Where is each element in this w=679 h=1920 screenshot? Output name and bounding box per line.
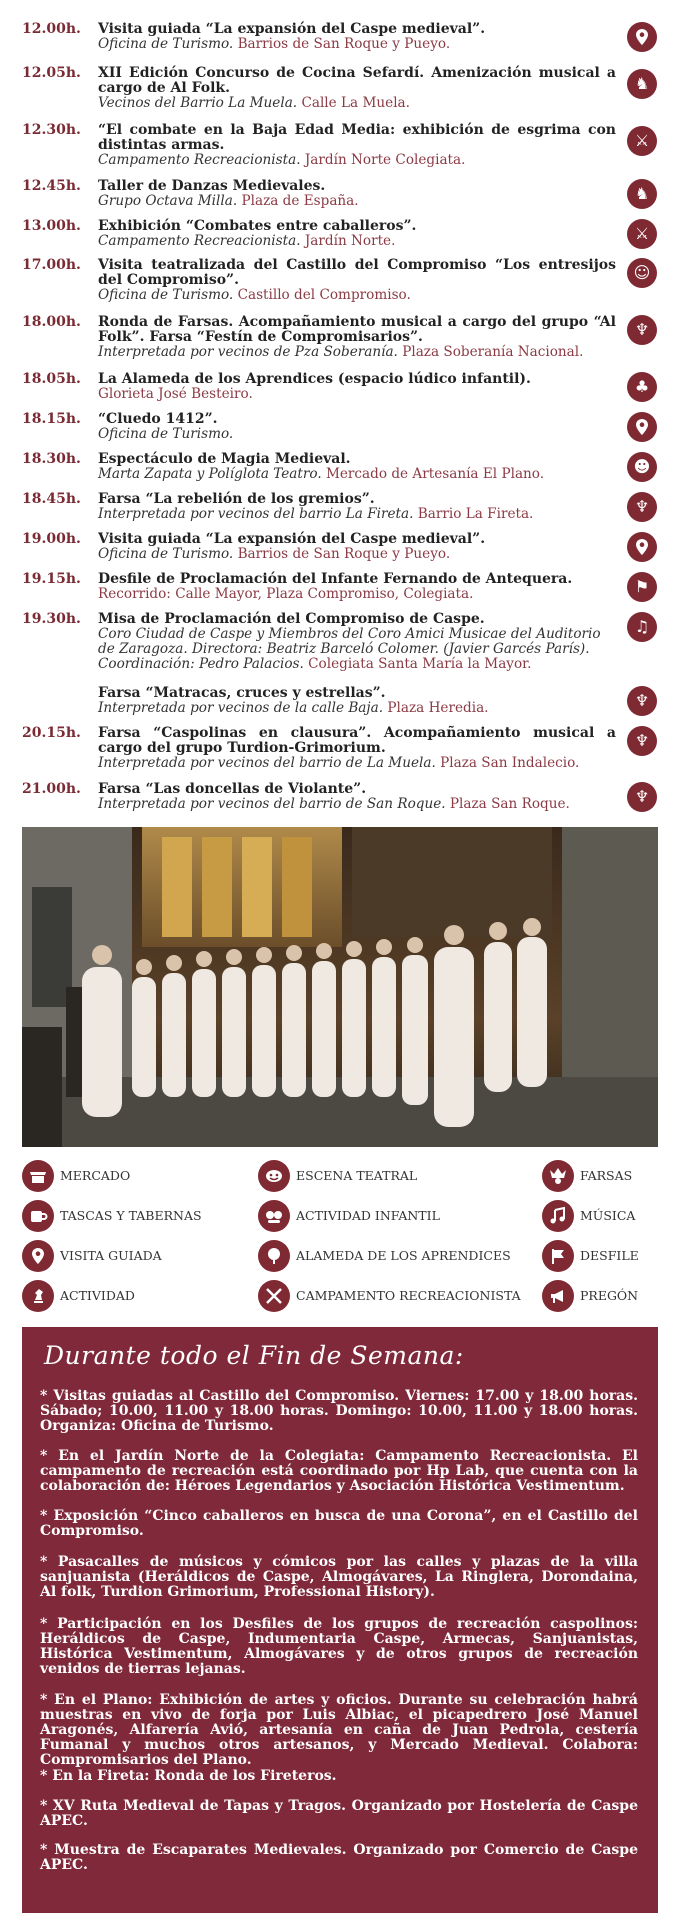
legend-label: ESCENA TEATRAL — [296, 1168, 418, 1183]
theatre-masks-icon — [258, 1160, 290, 1192]
legend-label: MERCADO — [60, 1168, 131, 1183]
crossed-swords-icon — [258, 1280, 290, 1312]
chess-icon: ♞ — [627, 179, 657, 209]
event-time: 13.00h. — [22, 218, 81, 234]
event-organizer: Vecinos del Barrio La Muela. — [98, 95, 298, 111]
event-title: Farsa “Matracas, cruces y estrellas”. — [98, 685, 386, 701]
legend-label: ACTIVIDAD INFANTIL — [296, 1208, 440, 1223]
event-organizer: Marta Zapata y Políglota Teatro. — [98, 466, 322, 482]
kids-icon — [258, 1200, 290, 1232]
event-organizer: Coro Ciudad de Caspe y Miembros del Coro Amici Musicae del Auditorio de Zaragoza. Directora: Beatriz Barceló Colomer. (Javier Garcés París). Coordinación: Pedro Palacios. — [98, 626, 601, 672]
jester-icon — [542, 1160, 574, 1192]
jester-icon: ♆ — [627, 726, 657, 756]
event-time: 19.00h. — [22, 531, 81, 547]
event-title: “El combate en la Baja Edad Media: exhibición de esgrima con distintas armas. — [98, 122, 616, 153]
event-organizer: Interpretada por vecinos de Pza Soberanía. — [98, 344, 398, 360]
kids-icon: ☻ — [627, 452, 657, 482]
weekend-item: * En el Jardín Norte de la Colegiata: Campamento Recreacionista. El campamento de recreación está coordinado por Hp Lab, que cuenta con la colaboración de: Héroes Legendarios y Asociación Histórica Vestimentum. — [40, 1448, 638, 1494]
legend-label: PREGÓN — [580, 1288, 639, 1303]
legend-label: FARSAS — [580, 1168, 633, 1183]
event-time: 12.00h. — [22, 21, 81, 37]
event-title: Misa de Proclamación del Compromiso de Caspe. — [98, 611, 485, 627]
event-organizer: Interpretada por vecinos del barrio de La Muela. — [98, 755, 436, 771]
weekend-item: * XV Ruta Medieval de Tapas y Tragos. Organizado por Hostelería de Caspe APEC. — [40, 1798, 638, 1829]
icon-legend — [0, 1160, 679, 1320]
event-organizer: Interpretada por vecinos del barrio de San Roque. — [98, 796, 446, 812]
event-location: Calle La Muela. — [301, 95, 410, 111]
weekend-item: * Pasacalles de músicos y cómicos por las calles y plazas de la villa sanjuanista (Heráldicos de Caspe, Almogávares, La Ringlera, Dorondaina, Al folk, Turdion Grimorium, Professional History). — [40, 1554, 638, 1600]
event-title: Visita teatralizada del Castillo del Compromiso “Los entresijos del Compromiso”. — [98, 257, 616, 288]
event-organizer: Campamento Recreacionista. — [98, 152, 301, 168]
event-location: Mercado de Artesanía El Plano. — [325, 466, 545, 482]
megaphone-icon — [542, 1280, 574, 1312]
crossed-swords-icon: ⚔ — [627, 126, 657, 156]
event-title: Visita guiada “La expansión del Caspe medieval”. — [98, 531, 486, 547]
weekend-item: * Muestra de Escaparates Medievales. Organizado por Comercio de Caspe APEC. — [40, 1842, 638, 1873]
event-location: Plaza San Indalecio. — [440, 755, 580, 771]
event-location: Jardín Norte. — [304, 233, 396, 249]
jester-icon: ♆ — [627, 782, 657, 812]
weekend-item: * Visitas guiadas al Castillo del Compromiso. Viernes: 17.00 y 18.00 horas. Sábado; 10.00, 11.00 y 18.00 horas. Domingo: 10.00, 11.00 y 18.00 horas. Organiza: Oficina de Turismo. — [40, 1388, 638, 1434]
event-time: 19.30h. — [22, 611, 81, 627]
schedule-list — [0, 0, 679, 820]
tavern-icon — [22, 1200, 54, 1232]
music-note-icon: ♫ — [627, 612, 657, 642]
event-organizer: Interpretada por vecinos de la calle Baja. — [98, 700, 384, 716]
jester-icon: ♆ — [627, 686, 657, 716]
event-time: 18.05h. — [22, 371, 81, 387]
event-title: Farsa “Las doncellas de Violante”. — [98, 781, 367, 797]
event-time: 19.15h. — [22, 571, 81, 587]
weekend-item: * Exposición “Cinco caballeros en busca de una Corona”, en el Castillo del Compromiso. — [40, 1508, 638, 1539]
jester-icon: ♆ — [627, 315, 657, 345]
legend-label: DESFILE — [580, 1248, 639, 1263]
event-location: Plaza San Roque. — [449, 796, 570, 812]
event-location: Jardín Norte Colegiata. — [304, 152, 466, 168]
event-title: “Cluedo 1412”. — [98, 411, 218, 427]
event-location: Castillo del Compromiso. — [237, 287, 411, 303]
event-location: Barrios de San Roque y Pueyo. — [237, 546, 451, 562]
event-location: Barrio La Fireta. — [417, 506, 534, 522]
legend-label: CAMPAMENTO RECREACIONISTA — [296, 1288, 521, 1303]
choir-photo — [22, 827, 658, 1147]
event-time: 18.45h. — [22, 491, 81, 507]
event-title: Desfile de Proclamación del Infante Fernando de Antequera. — [98, 571, 573, 587]
map-pin-icon — [627, 412, 657, 442]
event-time: 18.00h. — [22, 314, 81, 330]
map-pin-icon — [627, 22, 657, 52]
event-title: XII Edición Concurso de Cocina Sefardí. Amenización musical a cargo de Al Folk. — [98, 65, 616, 96]
weekend-heading: Durante todo el Fin de Semana: — [44, 1341, 464, 1370]
crossed-swords-icon: ⚔ — [627, 219, 657, 249]
event-title: Espectáculo de Magia Medieval. — [98, 451, 351, 467]
event-time: 21.00h. — [22, 781, 81, 797]
event-title: Farsa “Caspolinas en clausura”. Acompañamiento musical a cargo del grupo Turdion-Grimorium. — [98, 725, 616, 756]
event-organizer: Oficina de Turismo. — [98, 287, 234, 303]
event-organizer: Oficina de Turismo. — [98, 36, 234, 52]
tree-icon: ♣ — [627, 372, 657, 402]
legend-label: VISITA GUIADA — [60, 1248, 162, 1263]
event-organizer: Interpretada por vecinos del barrio La Fireta. — [98, 506, 414, 522]
event-time: 18.15h. — [22, 411, 81, 427]
music-note-icon — [542, 1200, 574, 1232]
event-time: 20.15h. — [22, 725, 81, 741]
weekend-item: * Participación en los Desfiles de los grupos de recreación caspolinos: Heráldicos de Caspe, Indumentaria Caspe, Armecas, Sanjuanistas, Histórica Vestimentum, Almogávares y de otros grupos de recreación venidos de tierras lejanas. — [40, 1616, 638, 1677]
legend-label: ACTIVIDAD — [60, 1288, 135, 1303]
map-pin-icon — [627, 532, 657, 562]
theatre-masks-icon: ☺ — [627, 258, 657, 288]
flag-icon — [542, 1240, 574, 1272]
event-organizer: Campamento Recreacionista. — [98, 233, 301, 249]
event-title: Ronda de Farsas. Acompañamiento musical a cargo del grupo “Al Folk”. Farsa “Festín de Compromisarios”. — [98, 314, 616, 345]
legend-label: ALAMEDA DE LOS APRENDICES — [296, 1248, 511, 1263]
event-location: Plaza de España. — [241, 193, 359, 209]
event-location: Glorieta José Besteiro. — [98, 386, 253, 402]
event-time: 12.30h. — [22, 122, 81, 138]
event-time: 18.30h. — [22, 451, 81, 467]
weekend-item: * En el Plano: Exhibición de artes y oficios. Durante su celebración habrá muestras en vivo de forja por Luis Albiac, el picapedrero José Manuel Aragonés, Alfarería Avió, artesanía en caña de Juan Pedrola, cestería Fumanal y muchos otros artesanos, y Mercado Medieval. Colabora: Compromisarios del Plano. — [40, 1692, 638, 1768]
legend-label: TASCAS Y TABERNAS — [60, 1208, 202, 1223]
legend-label: MÚSICA — [580, 1208, 636, 1223]
flag-icon: ⚑ — [627, 572, 657, 602]
event-time: 17.00h. — [22, 257, 81, 273]
event-time: 12.45h. — [22, 178, 81, 194]
event-time: 12.05h. — [22, 65, 81, 81]
event-organizer: Grupo Octava Milla. — [98, 193, 238, 209]
event-organizer: Oficina de Turismo. — [98, 426, 234, 442]
market-stall-icon — [22, 1160, 54, 1192]
map-pin-icon — [22, 1240, 54, 1272]
event-location: Plaza Heredia. — [387, 700, 489, 716]
event-location: Recorrido: Calle Mayor, Plaza Compromiso, Colegiata. — [98, 586, 474, 602]
event-location: Colegiata Santa María la Mayor. — [308, 656, 532, 672]
chess-icon: ♞ — [627, 69, 657, 99]
event-title: Visita guiada “La expansión del Caspe medieval”. — [98, 21, 486, 37]
event-organizer: Oficina de Turismo. — [98, 546, 234, 562]
tree-icon — [258, 1240, 290, 1272]
chess-icon — [22, 1280, 54, 1312]
jester-icon: ♆ — [627, 492, 657, 522]
event-title: Exhibición “Combates entre caballeros”. — [98, 218, 417, 234]
event-title: Farsa “La rebelión de los gremios”. — [98, 491, 375, 507]
weekend-item: * En la Fireta: Ronda de los Fireteros. — [40, 1768, 337, 1784]
event-title: Taller de Danzas Medievales. — [98, 178, 326, 194]
weekend-panel — [22, 1327, 658, 1913]
event-title: La Alameda de los Aprendices (espacio lúdico infantil). — [98, 371, 531, 387]
event-location: Barrios de San Roque y Pueyo. — [237, 36, 451, 52]
event-location: Plaza Soberanía Nacional. — [402, 344, 584, 360]
